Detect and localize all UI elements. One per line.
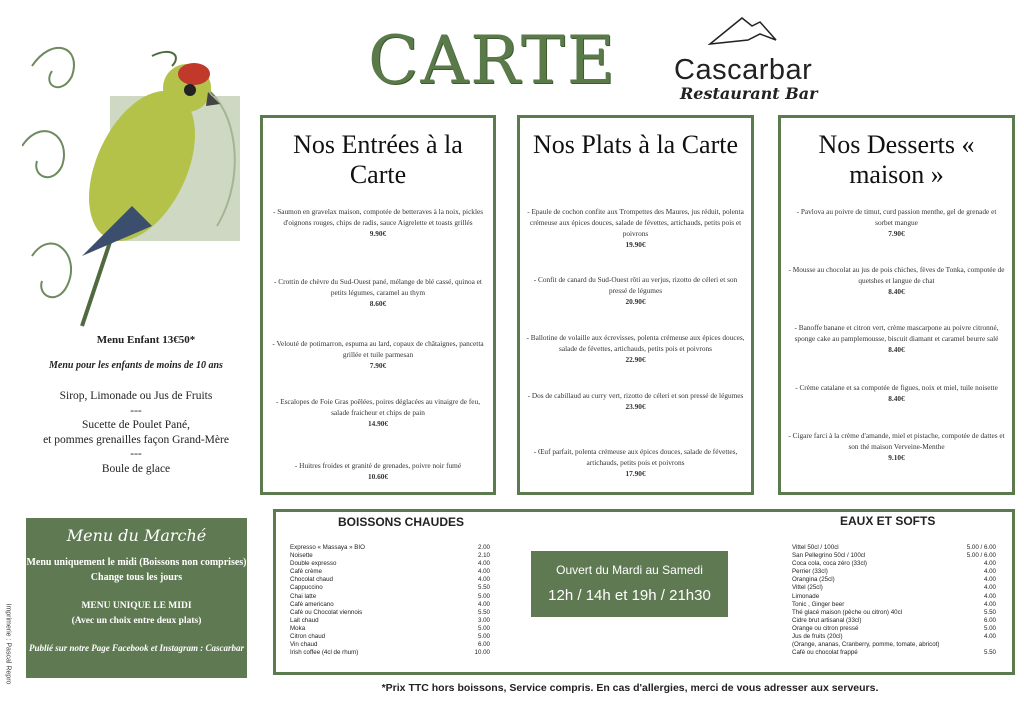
drink-row [792, 568, 996, 576]
dish-price: 22.90€ [625, 355, 646, 364]
dish-price: 14.90€ [367, 419, 389, 428]
entrees-panel [260, 115, 496, 495]
drink-row [290, 609, 490, 617]
dish-price: 23.90€ [625, 402, 646, 411]
drink-price: 4.00 [983, 584, 996, 592]
dish-item [526, 332, 745, 365]
kids-menu-separator: --- [130, 448, 142, 460]
drink-row [290, 625, 490, 633]
drink-name: Café crème [290, 568, 322, 576]
drink-name: Limonade [792, 592, 820, 600]
drink-name: Cappuccino [290, 584, 323, 592]
drink-name: Moka [290, 624, 306, 632]
drink-name: Tonic , Ginger beer [792, 600, 845, 608]
dish-text: - Crottin de chèvre du Sud-Ouest pané, mélange de blé cassé, quinoa et petits légumes, caramel au thym [274, 277, 482, 297]
imprint-text: Imprimerie : Pascal Repro [4, 603, 12, 685]
drink-price: 4.00 [983, 592, 996, 600]
dish-text: - Pavlova au poivre de timut, curd passion menthe, gel de grenade et sorbet mangue [796, 207, 997, 227]
drink-name: Lait chaud [290, 616, 319, 624]
logo-name: Cascarbar [674, 54, 813, 86]
softs-title: EAUX ET SOFTS [840, 514, 936, 528]
kids-menu-line: Boule de glace [101, 462, 171, 475]
dish-item [787, 206, 1006, 239]
drink-row [290, 633, 490, 641]
drink-price: 4.00 [477, 568, 490, 576]
drink-name: Orangina (25cl) [792, 576, 835, 584]
drink-row [792, 593, 996, 601]
kids-menu-separator: --- [130, 404, 142, 417]
dish-item [526, 206, 745, 250]
drink-name: Café ou Chocolat viennois [290, 608, 363, 616]
dish-text: - Ballotine de volaille aux écrevisses, polenta crémeuse aux épices douces, salade de févettes, artichauds, petits pois et poivrons [526, 333, 745, 353]
dish-item [787, 264, 1006, 297]
dish-price: 8.40€ [888, 394, 905, 403]
kids-menu-subtitle: Menu pour les enfants de moins de 10 ans [49, 360, 223, 371]
plats-title: Nos Plats à la Carte [532, 130, 739, 159]
drink-row [290, 617, 490, 625]
drink-name: Vin chaud [290, 641, 318, 649]
dish-item [269, 338, 487, 371]
drink-price: 4.00 [983, 600, 996, 608]
drink-row [290, 593, 490, 601]
dish-text: - Velouté de potimarron, espuma au lard, copaux de châtaignes, pancetta grillée et tuile parmesan [272, 339, 484, 359]
softs-list [792, 544, 996, 657]
dish-price: 7.90€ [369, 361, 387, 370]
drink-row [792, 633, 996, 641]
drink-row [792, 649, 996, 657]
marche-title: Menu du Marché [66, 526, 207, 545]
menu-du-marche-box [26, 518, 247, 678]
plats-panel [517, 115, 754, 495]
marche-line: Change tous les jours [90, 572, 183, 583]
dish-text: - Huitres froides et granité de grenades, poivre noir fumé [294, 461, 462, 470]
drink-row [290, 560, 490, 568]
mountain-logo-icon [708, 14, 778, 50]
drink-price: 5.00 / 6.00 [966, 544, 996, 551]
opening-hours: 12h / 14h et 19h / 21h30 [548, 587, 711, 604]
opening-days: Ouvert du Mardi au Samedi [556, 563, 703, 577]
drink-price: 6.00 [983, 616, 996, 624]
drink-name: Double expresso [290, 560, 337, 568]
entrees-title: Nos Entrées à la Carte [293, 130, 463, 189]
drink-row [792, 584, 996, 592]
marche-line: (Avec un choix entre deux plats) [71, 616, 202, 626]
dish-text: - Epaule de cochon confite aux Trompettes des Maures, jus réduit, polenta crémeuse aux épices douces, salade de févettes, artichauds, petits pois et poivrons [527, 207, 744, 238]
drink-row [792, 576, 996, 584]
kids-menu-line: et pommes grenailles façon Grand-Mère [43, 433, 229, 446]
drink-name: Expresso « Massaya » BIO [290, 544, 365, 551]
dish-text: - Cigare farci à la crème d'amande, miel et pistache, compotée de dattes et son thé maison Verveine-Menthe [788, 431, 1005, 451]
drink-name: Jus de fruits (20cl) [792, 633, 843, 641]
drink-name: Thé glacé maison (pêche ou citron) 40cl [792, 608, 903, 616]
dish-price: 20.90€ [625, 297, 646, 306]
dish-text: - Mousse au chocolat au jus de pois chiches, fèves de Tonka, compotée de quetshes et langue de chat [788, 265, 1005, 285]
drink-row [792, 560, 996, 568]
dish-item [787, 382, 1006, 404]
drink-row [290, 601, 490, 609]
drink-row [290, 641, 490, 649]
drink-row [290, 552, 490, 560]
page-title: CARTE [368, 22, 617, 99]
kids-menu-line: Sucette de Poulet Pané, [82, 419, 190, 431]
drink-name: San Pellegrino 50cl / 100cl [792, 552, 866, 560]
drink-price: 5.00 [983, 624, 996, 632]
drink-name: Orange ou citron pressé [792, 624, 859, 632]
dish-text: - Crème catalane et sa compotée de figues, noix et miel, tuile noisette [795, 383, 998, 392]
drink-row [290, 576, 490, 584]
drink-price: 5.50 [477, 608, 490, 616]
drink-price: 4.00 [983, 576, 996, 584]
drink-row [792, 617, 996, 625]
kids-menu-title: Menu Enfant 13€50* [96, 334, 196, 346]
dish-item [526, 274, 745, 307]
drink-row [290, 544, 490, 552]
drink-price: 4.00 [983, 560, 996, 568]
drink-row [290, 568, 490, 576]
drink-price: 2.10 [477, 552, 490, 560]
dish-text: - Escalopes de Foie Gras poêlées, poires déglacées au vinaigre de feu, salade fraicheur et chips de pain [275, 397, 481, 417]
drink-price: 5.00 / 6.00 [966, 552, 996, 560]
drink-price: 5.50 [983, 649, 996, 657]
drink-name: Chai latte [290, 592, 317, 600]
drink-price: 5.50 [477, 584, 490, 592]
drink-price: 5.00 [477, 592, 490, 600]
dish-price: 10.60€ [367, 472, 389, 481]
drink-price: 5.00 [477, 633, 490, 641]
dish-text: - Saumon en gravelax maison, compotée de betteraves à la noix, pickles d'oignons rouges, chips de radis, sauce Aigrelette et toasts grillés [272, 207, 484, 227]
dish-text: - Œuf parfait, polenta crémeuse aux épices douces, salade de févettes, artichauds, petits pois et poivrons [533, 447, 738, 467]
drink-price: 3.00 [477, 616, 490, 624]
dish-item [269, 206, 487, 239]
dish-item [787, 322, 1006, 355]
drink-price: 4.00 [477, 600, 490, 608]
drink-name: Coca cola, coca zéro (33cl) [792, 560, 867, 568]
drink-price: 4.00 [477, 576, 490, 584]
dish-item [787, 430, 1006, 463]
drink-price: 5.50 [983, 608, 996, 616]
dish-item [526, 390, 745, 412]
drink-price: 10.00 [474, 649, 490, 657]
dish-price: 8.40€ [888, 345, 905, 354]
drink-name: Chocolat chaud [290, 576, 333, 584]
drink-name: Vittel 50cl / 100cl [792, 544, 839, 551]
hot-drinks-list [290, 544, 490, 657]
opening-hours-box [531, 551, 728, 617]
dish-item [269, 396, 487, 429]
kids-menu [26, 334, 246, 476]
marche-social-note: Publié sur notre Page Facebook et Instagram : Cascarbar [28, 643, 244, 653]
parrot-illustration [22, 26, 252, 356]
dish-text: - Dos de cabillaud au curry vert, rizotto de céleri et son pressé de légumes [527, 391, 744, 400]
logo-subtitle: Restaurant Bar [680, 84, 818, 103]
dish-item [269, 276, 487, 309]
drink-price: 6.00 [477, 641, 490, 649]
dish-item [269, 460, 487, 482]
drink-name: Cidre brut artisanal (33cl) [792, 616, 862, 624]
dish-price: 8.60€ [369, 299, 387, 308]
cascarbar-logo [668, 14, 828, 104]
dish-item [526, 446, 745, 479]
dish-price: 9.10€ [888, 453, 905, 462]
dish-price: 19.90€ [625, 240, 646, 249]
drink-row [792, 609, 996, 617]
drink-name: Noisette [290, 552, 313, 560]
drink-name: Café ou chocolat frappé [792, 649, 858, 657]
drink-name: Vittel (25cl) [792, 584, 823, 592]
drink-name: Citron chaud [290, 633, 326, 641]
dish-price: 8.40€ [888, 287, 905, 296]
drink-price: 4.00 [983, 568, 996, 576]
drink-name: Perrier (33cl) [792, 568, 828, 576]
dish-price: 9.90€ [369, 229, 387, 238]
drink-price: 2.00 [477, 544, 490, 551]
drink-row [290, 584, 490, 592]
drink-row [290, 649, 490, 657]
drink-price: 5.00 [477, 624, 490, 632]
drink-row [792, 552, 996, 560]
drink-row [792, 544, 996, 552]
marche-line: Menu uniquement le midi (Boissons non comprises) [26, 557, 247, 568]
dish-text: - Banoffe banane et citron vert, crème mascarpone au poivre citronné, sponge cake au pamplemousse, biscuit diamant et caramel beurre salé [794, 323, 999, 343]
desserts-panel [778, 115, 1015, 495]
drink-row [792, 601, 996, 609]
footer-note: *Prix TTC hors boissons, Service compris. En cas d'allergies, merci de vous adresser aux serveurs. [381, 682, 879, 694]
drink-name: Café americano [290, 600, 334, 608]
drink-price: 4.00 [477, 560, 490, 568]
drink-name: (Orange, ananas, Cranberry, pomme, tomate, abricot) [792, 641, 940, 649]
dish-text: - Confit de canard du Sud-Ouest rôti au verjus, rizotto de céleri et son pressé de légumes [533, 275, 738, 295]
dish-price: 7.90€ [888, 229, 905, 238]
drink-price: 4.00 [983, 633, 996, 641]
desserts-title: Nos Desserts « maison » [818, 130, 975, 189]
marche-line: MENU UNIQUE LE MIDI [81, 601, 192, 611]
drink-row [792, 641, 996, 649]
kids-menu-line: Sirop, Limonade ou Jus de Fruits [59, 390, 213, 402]
drink-name: Irish coffee (4cl de rhum) [290, 649, 359, 657]
hot-drinks-title: BOISSONS CHAUDES [338, 515, 465, 529]
drink-row [792, 625, 996, 633]
dish-price: 17.90€ [625, 469, 646, 478]
